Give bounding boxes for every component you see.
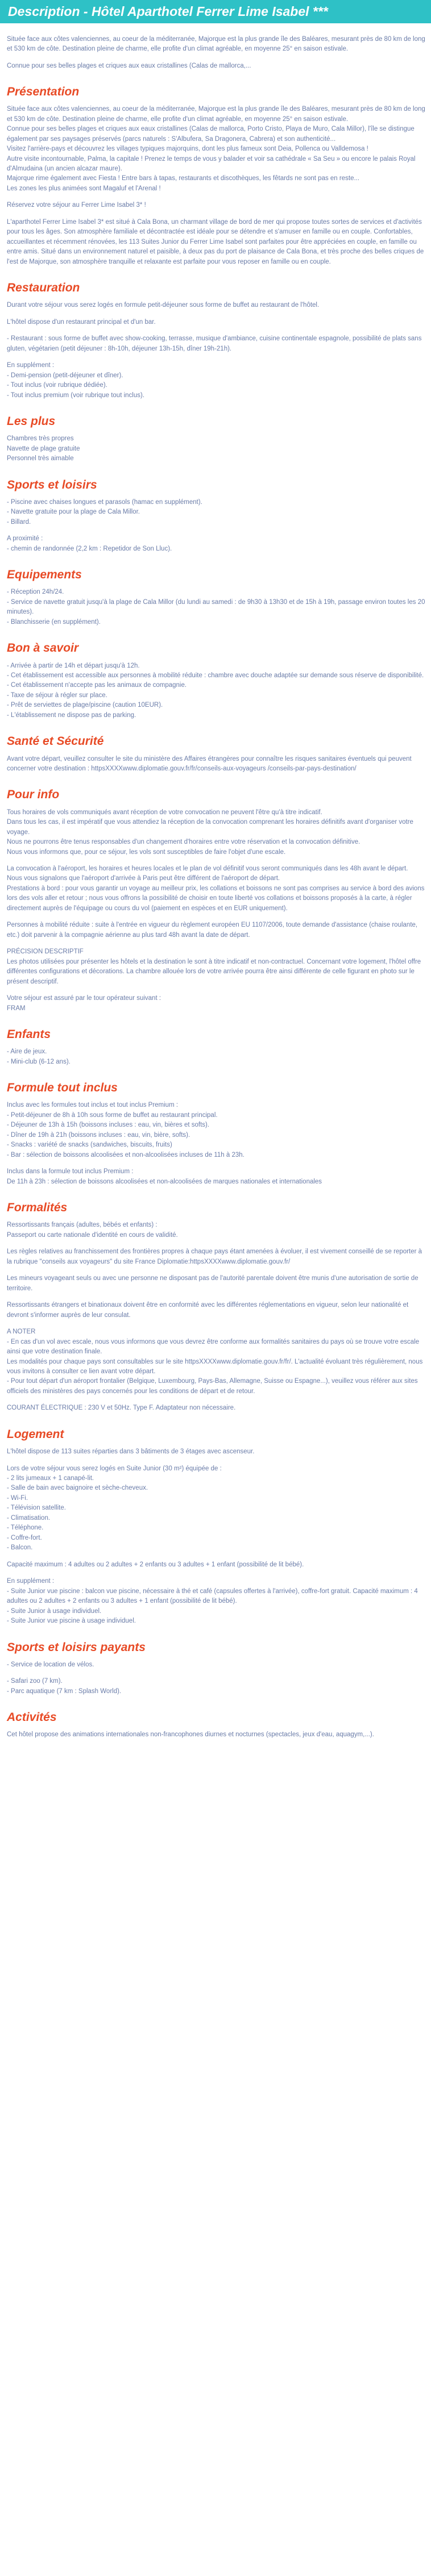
paragraph-line: - Wi-Fi.	[7, 1494, 28, 1502]
paragraph-line: - Cet établissement n'accepte pas les animaux de compagnie.	[7, 682, 187, 689]
section-paragraph: L'aparthotel Ferrer Lime Isabel 3* est situé à Cala Bona, un charmant village de bord de mer qui propose toutes sortes de services et d'activités pour tous les âges. Son atmosphère familiale et décontractée est idéale pour se détendre et s'amuser en famille ou en couple. Confortables, accueillantes et récemment rénovées, les 113 Suites Junior du Ferrer Lime Isabel sont parfaites pour être appréciées en couple, en famille ou entre amis. Situé dans un environnement naturel et paisible, à deux pas du port de plaisance de Cala Bona, et très proche des belles criques de l'est de Majorque, son atmosphère tranquille et relaxante est parfaite pour vous reposer en famille ou en couple.	[7, 218, 424, 265]
paragraph-line: - Bar : sélection de boissons alcoolisées et non-alcoolisées incluses de 11h à 23h.	[7, 1151, 244, 1158]
paragraph-line: FRAM	[7, 1004, 26, 1012]
paragraph-line: - Télévision satellite.	[7, 1504, 66, 1512]
paragraph-line: - Dîner de 19h à 21h (boissons incluses : eau, vin, bière, softs).	[7, 1131, 190, 1139]
paragraph-line: Autre visite incontournable, Palma, la capitale ! Prenez le temps de vous y balader et voir sa cathédrale « Sa Seu » ou encore le palais Royal d'Almudaina (un ancien alcazar maure).	[7, 155, 416, 172]
paragraph-line: - Parc aquatique (7 km : Splash World).	[7, 1687, 122, 1695]
section-paragraph	[7, 1167, 425, 1187]
section-paragraph: - Restaurant : sous forme de buffet avec show-cooking, terrasse, musique d'ambiance, cuisine continentale espagnole, possibilité de plats sans gluten, végétarien (petit déjeuner : 8h-10h, déjeuner 13h-15h, dîner 19h-21h).	[7, 335, 422, 352]
paragraph-line: PRÉCISION DESCRIPTIF	[7, 948, 84, 956]
paragraph-line: Les photos utilisées pour présenter les hôtels et la destination le sont à titre indicatif et non-contractuel. Concernant votre logement, l'hôtel offre différentes configurations et décorations. La chambre allouée lors de votre arrivée pourra être ainsi différente de celle figurant en photo sur le présent descriptif.	[7, 958, 421, 985]
section-sante-et-securite	[7, 734, 425, 774]
section-paragraph	[7, 1101, 425, 1160]
section-heading: Sports et loisirs	[7, 478, 97, 491]
section-paragraph	[7, 947, 425, 987]
section-heading: Santé et Sécurité	[7, 735, 104, 748]
section-heading: Enfants	[7, 1028, 51, 1041]
paragraph-line: Nous vous informons que, pour ce séjour, les vols sont susceptibles de faire l'objet d'une escale.	[7, 848, 286, 856]
section-paragraph: Avant votre départ, veuillez consulter le site du ministère des Affaires étrangères pour connaître les risques sanitaires éventuels qui peuvent concerner votre destination : httpsXXXXwww.diplomatie.gouv.fr/fr/conseils-aux-voyageurs /conseils-par-pays-destination/	[7, 755, 412, 772]
section-heading: Activités	[7, 1711, 57, 1724]
paragraph-line: - Navette gratuite pour la plage de Cala Millor.	[7, 508, 140, 516]
section-paragraph	[7, 587, 425, 627]
section-heading: Sports et loisirs payants	[7, 1640, 146, 1654]
paragraph-line: Les modalités pour chaque pays sont consultables sur le site httpsXXXXwww.diplomatie.gouv.fr/fr/. L'actualité évoluant très régulièrement, nous vous invitons à consulter ce lien avant votre départ.	[7, 1358, 423, 1375]
paragraph-line: - chemin de randonnée (2,2 km : Repetidor de Son Lluc).	[7, 545, 172, 552]
section-paragraph	[7, 661, 425, 721]
paragraph-line: - 2 lits jumeaux + 1 canapé-lit.	[7, 1474, 94, 1482]
section-paragraph	[7, 498, 425, 527]
section-paragraph	[7, 864, 425, 914]
section-formalites	[7, 1201, 425, 1414]
paragraph-line: Les zones les plus animées sont Magaluf et l'Arenal !	[7, 185, 161, 192]
paragraph-line: - Piscine avec chaises longues et parasols (hamac en supplément).	[7, 498, 202, 506]
section-paragraph	[7, 434, 425, 464]
paragraph-line: - Suite Junior à usage individuel.	[7, 1607, 102, 1615]
section-paragraph: Durant votre séjour vous serez logés en formule petit-déjeuner sous forme de buffet au restaurant de l'hôtel.	[7, 302, 320, 309]
paragraph-line: - Mini-club (6-12 ans).	[7, 1058, 71, 1065]
section-heading: Pour info	[7, 788, 60, 802]
paragraph-line: Visitez l'arrière-pays et découvrez les villages typiques majorquins, dont les plus fameux sont Deia, Pollenca ou Valldemosa !	[7, 145, 368, 153]
paragraph-line: Prestations à bord : pour vous garantir un voyage au meilleur prix, les collations et boissons ne sont pas comprises au service à bord des avions lors des vols aller et retour ; nous vous offrons la possibilité de choisir en toute liberté vos collations et boissons proposés à la carte, à régler directement auprès de l'équipage ou cours du vol (paiement en espèces et en EUR uniquement).	[7, 885, 425, 912]
paragraph-line: Passeport ou carte nationale d'identité en cours de validité.	[7, 1231, 178, 1239]
section-pour-info	[7, 787, 425, 1014]
paragraph-line: - Taxe de séjour à régler sur place.	[7, 691, 107, 699]
section-activites	[7, 1710, 425, 1740]
paragraph-line: - Service de navette gratuit jusqu'à la plage de Cala Millor (du lundi au samedi : de 9h30 à 13h30 et de 15h à 19h, passage environ toutes les 20 minutes).	[7, 598, 425, 616]
paragraph-line: - Suite Junior vue piscine : balcon vue piscine, nécessaire à thé et café (capsules offertes à l'arrivée), coffre-fort gratuit. Capacité maximum : 4 adultes ou 2 adultes + 2 enfants ou 3 adultes + 1 enfant (possibilité de lit bébé).	[7, 1587, 418, 1605]
section-presentation	[7, 85, 425, 267]
paragraph-line: Majorque rime également avec Fiesta ! Entre bars à tapas, restaurants et discothèques, les fêtards ne sont pas en reste...	[7, 175, 360, 182]
section-paragraph	[7, 1677, 425, 1697]
section-paragraph	[7, 1327, 425, 1397]
paragraph-line: Personnel très aimable	[7, 455, 74, 462]
paragraph-line: Ressortissants français (adultes, bébés et enfants) :	[7, 1222, 158, 1229]
paragraph-line: - Blanchisserie (en supplément).	[7, 618, 101, 626]
paragraph-line: - Salle de bain avec baignoire et sèche-cheveux.	[7, 1485, 148, 1492]
sections	[7, 85, 425, 1740]
section-paragraph: L'hôtel dispose d'un restaurant principal et d'un bar.	[7, 318, 156, 326]
section-paragraph	[7, 994, 425, 1014]
section-paragraph: Les règles relatives au franchissement des frontières propres à chaque pays étant amenées à évoluer, il est vivement conseillé de se reporter à la rubrique "conseils aux voyageurs" du site France Diplomatie:httpsXXXXwww.diplomatie.gouv.fr/	[7, 1248, 422, 1265]
section-paragraph: Capacité maximum : 4 adultes ou 2 adultes + 2 enfants ou 3 adultes + 1 enfant (possibilité de lit bébé).	[7, 1561, 304, 1568]
intro-paragraph: Connue pour ses belles plages et criques aux eaux cristallines (Calas de mallorca,...	[7, 62, 251, 69]
section-paragraph	[7, 361, 425, 401]
paragraph-line: Nous vous signalons que l'aéroport d'arrivée à Paris peut être différent de l'aéroport de départ.	[7, 875, 280, 882]
section-heading: Formule tout inclus	[7, 1081, 118, 1095]
paragraph-line: - Prêt de serviettes de plage/piscine (caution 10EUR).	[7, 702, 163, 709]
intro	[7, 35, 425, 71]
section-heading: Formalités	[7, 1201, 68, 1215]
paragraph-line: Lors de votre séjour vous serez logés en Suite Junior (30 m²) équipée de :	[7, 1465, 222, 1472]
section-paragraph: - Service de location de vélos.	[7, 1661, 94, 1668]
paragraph-line: - Climatisation.	[7, 1514, 51, 1522]
paragraph-line: - Tout inclus premium (voir rubrique tout inclus).	[7, 391, 145, 399]
section-sports-et-loisirs	[7, 478, 425, 555]
paragraph-line: - Réception 24h/24.	[7, 589, 64, 596]
section-paragraph	[7, 1047, 425, 1067]
paragraph-line: - Déjeuner de 13h à 15h (boissons incluses : eau, vin, bières et softs).	[7, 1122, 210, 1129]
section-paragraph: L'hôtel dispose de 113 suites réparties dans 3 bâtiments de 3 étages avec ascenseur.	[7, 1448, 255, 1456]
section-heading: Bon à savoir	[7, 641, 79, 655]
section-paragraph	[7, 1464, 425, 1553]
paragraph-line: Nous ne pourrons être tenus responsables d'un changement d'horaires entre votre réservation et la convocation définitive.	[7, 839, 360, 846]
section-logement	[7, 1427, 425, 1627]
paragraph-line: - Tout inclus (voir rubrique dédiée).	[7, 382, 107, 389]
paragraph-line: - Coffre-fort.	[7, 1534, 42, 1541]
paragraph-line: - Safari zoo (7 km).	[7, 1678, 63, 1685]
section-paragraph	[7, 105, 425, 194]
section-paragraph: Cet hôtel propose des animations internationales non-francophones diurnes et nocturnes (spectacles, jeux d'eau, aquagym,...).	[7, 1731, 374, 1739]
section-sports-et-loisirs-payants	[7, 1640, 425, 1697]
section-bon-a-savoir	[7, 641, 425, 720]
section-paragraph: Personnes à mobilité réduite : suite à l'entrée en vigueur du règlement européen EU 1107/2006, toute demande d'assistance (chaise roulante, etc.) doit parvenir à la compagnie aérienne au plus tard 48h avant la date de départ.	[7, 922, 418, 939]
paragraph-line: - Snacks : variété de snacks (sandwiches, biscuits, fruits)	[7, 1141, 172, 1149]
section-equipements	[7, 568, 425, 627]
section-paragraph	[7, 1577, 425, 1626]
paragraph-line: - Aire de jeux.	[7, 1048, 47, 1056]
section-heading: Présentation	[7, 85, 80, 98]
section-paragraph: COURANT ÉLECTRIQUE : 230 V et 50Hz. Type F. Adaptateur non nécessaire.	[7, 1404, 236, 1412]
paragraph-line: Connue pour ses belles plages et criques aux eaux cristallines (Calas de mallorca, Porto Cristo, Playa de Muro, Cala Millor), l'île se distingue également par ses paysages préservés (parcs naturels : S'Albufera, Sa Dragonera, Cabrera) et son authenticité...	[7, 126, 415, 143]
page-title: Description - Hôtel Aparthotel Ferrer Lime Isabel ***	[0, 0, 431, 23]
paragraph-line: Votre séjour est assuré par le tour opérateur suivant :	[7, 995, 161, 1002]
paragraph-line: Inclus avec les formules tout inclus et tout inclus Premium :	[7, 1102, 179, 1109]
paragraph-line: A proximité :	[7, 535, 43, 543]
paragraph-line: En supplément :	[7, 362, 55, 369]
section-heading: Equipements	[7, 568, 82, 582]
intro-paragraph: Située face aux côtes valenciennes, au coeur de la méditerranée, Majorque est la plus grande île des Baléares, mesurant près de 80 km de long et 530 km de côte. Destination pleine de charme, elle profite d'un climat agréable, en moyenne 25° en saison estivale.	[7, 35, 425, 53]
section-paragraph: Réservez votre séjour au Ferrer Lime Isabel 3* !	[7, 202, 146, 209]
paragraph-line: Dans tous les cas, il est impératif que vous attendiez la réception de la convocation comprenant les horaires définitifs avant d'organiser votre voyage.	[7, 819, 413, 836]
section-formule-tout-inclus	[7, 1081, 425, 1187]
paragraph-line: Navette de plage gratuite	[7, 445, 80, 452]
paragraph-line: - Arrivée à partir de 14h et départ jusqu'à 12h.	[7, 662, 140, 669]
paragraph-line: - Demi-pension (petit-déjeuner et dîner).	[7, 372, 123, 379]
paragraph-line: La convocation à l'aéroport, les horaires et heures locales et le plan de vol définitif vous seront communiqués dans les 48h avant le départ.	[7, 865, 408, 872]
section-paragraph	[7, 1220, 425, 1240]
section-heading: Logement	[7, 1427, 64, 1441]
section-enfants	[7, 1027, 425, 1067]
paragraph-line: - Balcon.	[7, 1544, 33, 1552]
paragraph-line: - En cas d'un vol avec escale, nous vous informons que vous devrez être conforme aux formalités sanitaires du pays où se trouve votre escale ainsi que votre destination finale.	[7, 1338, 420, 1356]
paragraph-line: - Cet établissement est accessible aux personnes à mobilité réduite : chambre avec douche adaptée sur demande sous réserve de disponibilité.	[7, 672, 424, 679]
section-heading: Restauration	[7, 281, 80, 295]
paragraph-line: - Téléphone.	[7, 1524, 44, 1532]
paragraph-line: De 11h à 23h : sélection de boissons alcoolisées et non-alcoolisées de marques nationales et internationales	[7, 1178, 322, 1185]
section-paragraph: Les mineurs voyageant seuls ou avec une personne ne disposant pas de l'autorité parentale doivent être munis d'une autorisation de sortie de territoire.	[7, 1275, 418, 1292]
paragraph-line: Située face aux côtes valenciennes, au coeur de la méditerranée, Majorque est la plus grande île des Baléares, mesurant près de 80 km de long et 530 km de côte. Destination pleine de charme, elle profite d'un climat agréable, en moyenne 25° en saison estivale.	[7, 106, 425, 123]
section-paragraph	[7, 534, 425, 554]
section-paragraph: Ressortissants étrangers et binationaux doivent être en conformité avec les différentes réglementations en vigueur, selon leur nationalité et devront s'informer auprès de leur consulat.	[7, 1302, 409, 1319]
description-content	[0, 35, 431, 1740]
paragraph-line: Inclus dans la formule tout inclus Premium :	[7, 1168, 134, 1176]
paragraph-line: - L'établissement ne dispose pas de parking.	[7, 711, 136, 719]
paragraph-line: Chambres très propres	[7, 435, 74, 443]
paragraph-line: A NOTER	[7, 1328, 36, 1336]
paragraph-line: - Suite Junior vue piscine à usage individuel.	[7, 1618, 136, 1625]
paragraph-line: Tous horaires de vols communiqués avant réception de votre convocation ne peuvent l'être qu'à titre indicatif.	[7, 808, 322, 816]
section-les-plus	[7, 414, 425, 464]
section-restauration	[7, 281, 425, 401]
paragraph-line: - Billard.	[7, 518, 31, 526]
paragraph-line: En supplément :	[7, 1578, 55, 1585]
section-paragraph	[7, 808, 425, 857]
section-heading: Les plus	[7, 415, 56, 428]
paragraph-line: - Pour tout départ d'un aéroport frontalier (Belgique, Luxembourg, Pays-Bas, Allemagne, Suisse ou Espagne...), veuillez vous référer aux sites officiels des ministères des pays concernés pour les conditions de départ et de retour.	[7, 1378, 418, 1395]
paragraph-line: - Petit-déjeuner de 8h à 10h sous forme de buffet au restaurant principal.	[7, 1111, 218, 1119]
